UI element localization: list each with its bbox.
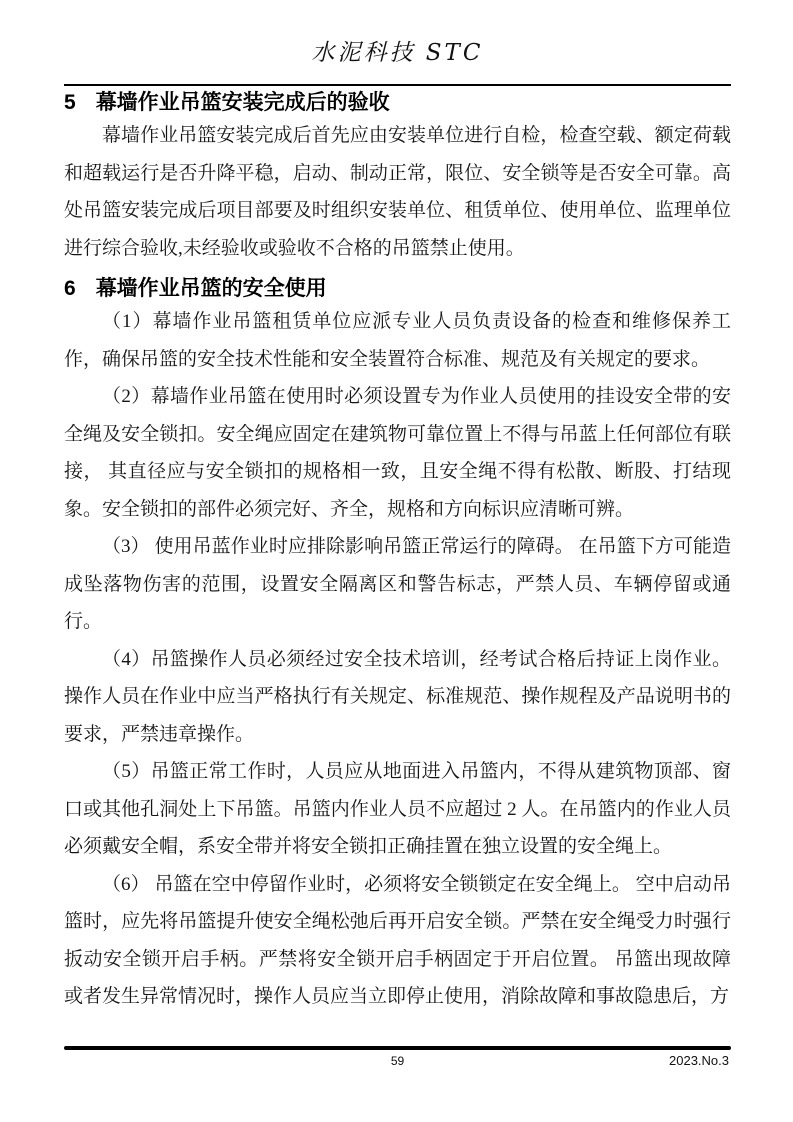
page-number: 59 [390,1054,405,1068]
section-5-number: 5 [64,91,76,114]
header-divider [64,84,731,86]
section-5-heading [64,89,731,117]
section-6-paragraph-6: （6） 吊篮在空中停留作业时，必须将安全锁锁定在安全绳上。 空中启动吊篮时，应先将吊篮提升使安全绳松弛后再开启安全锁。严禁在安全绳受力时强行扳动安全锁开启手柄。严禁将安全锁开启手柄固定于开启位置。 吊篮出现故障或者发生异常情况时，操作人员应当立即停止使用，消除故障和事故隐患后，方 [64,873,731,1007]
section-6-paragraph-2: （2）幕墙作业吊篮在使用时必须设置专为作业人员使用的挂设安全带的安全绳及安全锁扣。安全绳应固定在建筑物可靠位置上不得与吊蓝上任何部位有联接， 其直径应与安全锁扣的规格相一致，且安全绳不得有松散、断股、打结现象。安全锁扣的部件必须完好、齐全，规格和方向标识应清晰可辨。 [64,386,731,520]
section-6-paragraph-4: （4）吊篮操作人员必须经过安全技术培训，经考试合格后持证上岗作业。操作人员在作业中应当严格执行有关规定、标准规范、操作规程及产品说明书的要求，严禁违章操作。 [64,648,731,745]
page-footer [64,1046,731,1072]
section-6-paragraph-1: （1）幕墙作业吊篮租赁单位应派专业人员负责设备的检查和维修保养工作，确保吊篮的安全技术性能和安全装置符合标准、规范及有关规定的要求。 [64,311,731,370]
section-5-paragraph-1: 幕墙作业吊篮安装完成后首先应由安装单位进行自检，检查空载、额定荷载和超载运行是否升降平稳，启动、制动正常，限位、安全锁等是否安全可靠。高处吊篮安装完成后项目部要及时组织安装单位、租赁单位、使用单位、监理单位进行综合验收,未经验收或验收不合格的吊篮禁止使用。 [64,125,731,259]
section-5-title: 幕墙作业吊篮安装完成后的验收 [95,91,390,114]
journal-title: 水泥科技 STC [311,40,484,66]
issue-label: 2023.No.3 [669,1053,729,1068]
section-6-paragraph-5: （5）吊篮正常工作时，人员应从地面进入吊篮内，不得从建筑物顶部、窗口或其他孔洞处上下吊篮。吊篮内作业人员不应超过 2 人。在吊篮内的作业人员必须戴安全帽，系安全带并将安全锁扣正确挂置在独立设置的安全绳上。 [64,761,731,857]
footer-row [64,1052,731,1072]
section-6-paragraph-3: （3） 使用吊蓝作业时应排除影响吊篮正常运行的障碍。 在吊篮下方可能造成坠落物伤害的范围，设置安全隔离区和警告标志，严禁人员、车辆停留或通行。 [64,536,731,632]
section-6-title: 幕墙作业吊篮的安全使用 [95,277,327,300]
section-6-heading [64,275,731,303]
footer-divider [64,1046,731,1050]
section-safe-use [64,275,731,1016]
section-acceptance [64,89,731,267]
section-6-number: 6 [64,277,76,300]
